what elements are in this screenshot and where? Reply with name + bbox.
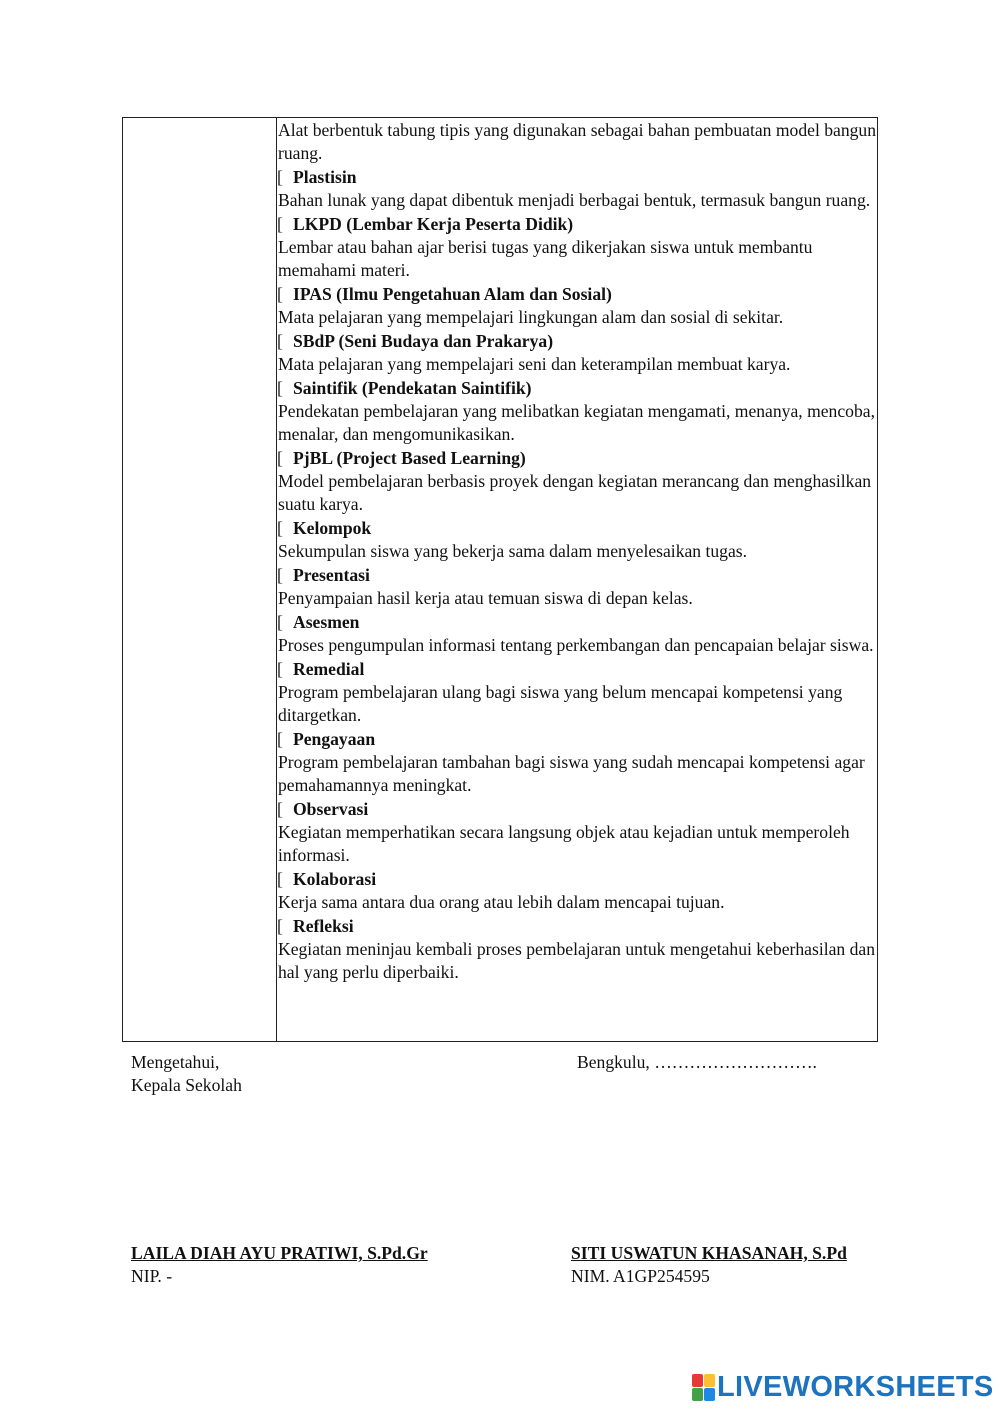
- glossary-definition: Mata pelajaran yang mempelajari seni dan keterampilan membuat karya.: [278, 354, 791, 374]
- signature-right-block: [577, 1051, 817, 1074]
- glossary-entry: [278, 611, 877, 657]
- glossary-term: [278, 166, 877, 189]
- glossary-term: [278, 611, 877, 634]
- glossary-entry: [278, 377, 877, 446]
- term-text: Kolaborasi: [293, 869, 377, 889]
- term-text: Asesmen: [293, 612, 360, 632]
- glossary-entry: [278, 283, 877, 329]
- principal-id: NIP. -: [131, 1266, 173, 1286]
- glossary-entry: [278, 658, 877, 727]
- principal-title: Kepala Sekolah: [131, 1075, 242, 1095]
- glossary-definition: Kegiatan meninjau kembali proses pembelajaran untuk mengetahui keberhasilan dan hal yang perlu diperbaiki.: [278, 939, 876, 982]
- glossary-entry: [278, 915, 877, 984]
- bullet-icon: [: [277, 659, 283, 679]
- bullet-icon: [: [277, 799, 283, 819]
- liveworksheets-logo-icon: [692, 1374, 714, 1400]
- glossary-table: [122, 117, 878, 1042]
- term-text: Presentasi: [293, 565, 370, 585]
- logo-square-4: [704, 1388, 715, 1401]
- logo-square-3: [692, 1388, 703, 1401]
- glossary-entry: [278, 517, 877, 563]
- term-text: IPAS (Ilmu Pengetahuan Alam dan Sosial): [293, 284, 612, 304]
- glossary-definition: Mata pelajaran yang mempelajari lingkungan alam dan sosial di sekitar.: [278, 307, 784, 327]
- bullet-icon: [: [277, 284, 283, 304]
- glossary-entry: [278, 798, 877, 867]
- bullet-icon: [: [277, 729, 283, 749]
- bullet-icon: [: [277, 331, 283, 351]
- glossary-entry: [278, 213, 877, 282]
- term-text: Remedial: [293, 659, 365, 679]
- glossary-entry: [278, 728, 877, 797]
- glossary-definition: Program pembelajaran ulang bagi siswa yang belum mencapai kompetensi yang ditargetkan.: [278, 682, 843, 725]
- glossary-term: [278, 564, 877, 587]
- glossary-definition: Model pembelajaran berbasis proyek dengan kegiatan merancang dan menghasilkan suatu karya.: [278, 471, 872, 514]
- bullet-icon: [: [277, 869, 283, 889]
- bullet-icon: [: [277, 378, 283, 398]
- glossary-definition: Lembar atau bahan ajar berisi tugas yang dikerjakan siswa untuk membantu memahami materi.: [278, 237, 813, 280]
- term-text: Kelompok: [293, 518, 372, 538]
- bullet-icon: [: [277, 214, 283, 234]
- place-date: Bengkulu, ……………………….: [577, 1052, 817, 1072]
- glossary-term: [278, 915, 877, 938]
- bullet-icon: [: [277, 612, 283, 632]
- principal-name: LAILA DIAH AYU PRATIWI, S.Pd.Gr: [131, 1243, 428, 1263]
- glossary-term: [278, 447, 877, 470]
- glossary-entry: [278, 564, 877, 610]
- term-text: Pengayaan: [293, 729, 376, 749]
- glossary-term: [278, 517, 877, 540]
- bullet-icon: [: [277, 167, 283, 187]
- term-text: Refleksi: [293, 916, 354, 936]
- glossary-term: [278, 658, 877, 681]
- brand-text: LIVEWORKSHEETS: [717, 1370, 994, 1403]
- glossary-definition: Kerja sama antara dua orang atau lebih dalam mencapai tujuan.: [278, 892, 725, 912]
- term-text: Observasi: [293, 799, 369, 819]
- liveworksheets-brand[interactable]: [692, 1370, 994, 1404]
- glossary-entry: [278, 447, 877, 516]
- signature-left-block: [131, 1051, 242, 1097]
- glossary-definition: Proses pengumpulan informasi tentang perkembangan dan pencapaian belajar siswa.: [278, 635, 874, 655]
- glossary-content: [278, 119, 877, 985]
- glossary-term: [278, 330, 877, 353]
- term-text: SBdP (Seni Budaya dan Prakarya): [293, 331, 554, 351]
- teacher-signature: [571, 1242, 847, 1288]
- glossary-entry: [278, 166, 877, 212]
- glossary-entry: [278, 330, 877, 376]
- teacher-id: NIM. A1GP254595: [571, 1266, 710, 1286]
- acknowledged-label: Mengetahui,: [131, 1052, 220, 1072]
- glossary-term: [278, 213, 877, 236]
- glossary-term: [278, 728, 877, 751]
- glossary-list: [278, 166, 877, 984]
- glossary-term: [278, 283, 877, 306]
- bullet-icon: [: [277, 565, 283, 585]
- glossary-definition: Pendekatan pembelajaran yang melibatkan kegiatan mengamati, menanya, mencoba, menalar, dan mengomunikasikan.: [278, 401, 875, 444]
- term-text: LKPD (Lembar Kerja Peserta Didik): [293, 214, 574, 234]
- glossary-term: [278, 798, 877, 821]
- glossary-definition: Kegiatan memperhatikan secara langsung objek atau kejadian untuk memperoleh informasi.: [278, 822, 850, 865]
- logo-square-2: [704, 1374, 715, 1387]
- logo-square-1: [692, 1374, 703, 1387]
- glossary-term: [278, 868, 877, 891]
- term-text: Saintifik (Pendekatan Saintifik): [293, 378, 532, 398]
- bullet-icon: [: [277, 448, 283, 468]
- glossary-intro: Alat berbentuk tabung tipis yang digunakan sebagai bahan pembuatan model bangun ruang.: [278, 120, 877, 163]
- teacher-name: SITI USWATUN KHASANAH, S.Pd: [571, 1243, 847, 1263]
- glossary-definition: Penyampaian hasil kerja atau temuan siswa di depan kelas.: [278, 588, 693, 608]
- bullet-icon: [: [277, 518, 283, 538]
- glossary-entry: [278, 868, 877, 914]
- glossary-term: [278, 377, 877, 400]
- glossary-definition: Program pembelajaran tambahan bagi siswa yang sudah mencapai kompetensi agar pemahamannya meningkat.: [278, 752, 865, 795]
- bullet-icon: [: [277, 916, 283, 936]
- glossary-definition: Bahan lunak yang dapat dibentuk menjadi berbagai bentuk, termasuk bangun ruang.: [278, 190, 871, 210]
- principal-signature: [131, 1242, 428, 1288]
- glossary-definition: Sekumpulan siswa yang bekerja sama dalam menyelesaikan tugas.: [278, 541, 748, 561]
- term-text: PjBL (Project Based Learning): [293, 448, 526, 468]
- term-text: Plastisin: [293, 167, 357, 187]
